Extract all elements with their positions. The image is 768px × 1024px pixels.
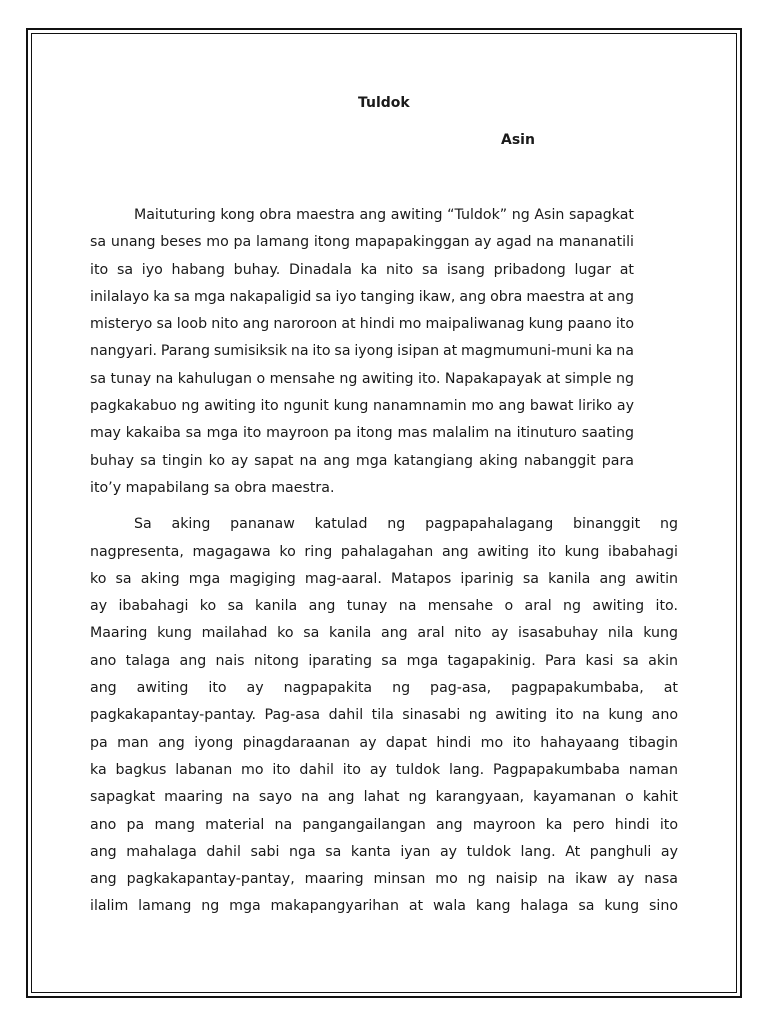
text-line: may kakaiba sa mga ito mayroon pa itong mas malalim na itinuturo saating [90,425,634,442]
text-line: ito sa iyo habang buhay. Dinadala ka nito sa isang pribadong lugar at [90,261,634,278]
text-line: sapagkat maaring na sayo na ang lahat ng karangyaan, kayamanan o kahit [90,789,678,806]
text-line: pagkakabuo ng awiting ito ngunit kung nanamnamin mo ang bawat liriko ay [90,398,634,415]
text-line: Maituturing kong obra maestra ang awiting “Tuldok” ng Asin sapagkat [134,207,634,223]
text-line: pagkakapantay-pantay. Pag-asa dahil tila sinasabi ng awiting ito na kung ano [90,707,678,724]
text-line: ang pagkakapantay-pantay, maaring minsan mo ng naisip na ikaw ay nasa [90,871,678,888]
text-line: ang awiting ito ay nagpapakita ng pag-asa, pagpapakumbaba, at [90,680,678,697]
text-line: nagpresenta, magagawa ko ring pahalagahan ang awiting ito kung ibabahagi [90,543,678,560]
text-line: ano pa mang material na pangangailangan ang mayroon ka pero hindi ito [90,816,678,833]
text-line: ano talaga ang nais nitong iparating sa mga tagapakinig. Para kasi sa akin [90,652,678,669]
text-line: buhay sa tingin ko ay sapat na ang mga katangiang aking nabanggit para [90,452,634,469]
text-line: Maaring kung mailahad ko sa kanila ang aral nito ay isasabuhay nila kung [90,625,678,642]
text-line: nangyari. Parang sumisiksik na ito sa iyong isipan at magmumuni-muni ka na [90,343,634,360]
text-line: ang mahalaga dahil sabi nga sa kanta iyan ay tuldok lang. At panghuli ay [90,843,678,860]
text-line: ka bagkus labanan mo ito dahil ito ay tuldok lang. Pagpapakumbaba naman [90,761,678,778]
text-line: pa man ang iyong pinagdaraanan ay dapat hindi mo ito hahayaang tibagin [90,734,678,751]
text-line: inilalayo ka sa mga nakapaligid sa iyo tanging ikaw, ang obra maestra at ang [90,288,634,305]
text-line: misteryo sa loob nito ang naroroon at hindi mo maipaliwanag kung paano ito [90,316,634,333]
text-line: Sa aking pananaw katulad ng pagpapahalagang binanggit ng [134,516,678,533]
text-line: sa unang beses mo pa lamang itong mapapakinggan ay agad na mananatili [90,234,634,251]
text-line: ilalim lamang ng mga makapangyarihan at wala kang halaga sa kung sino [90,898,678,915]
paragraph-1 [90,202,678,502]
text-line: ito’y mapabilang sa obra maestra. [90,479,335,496]
text-line: ay ibabahagi ko sa kanila ang tunay na mensahe o aral ng awiting ito. [90,598,678,615]
text-line: sa tunay na kahulugan o mensahe ng awiting ito. Napakapayak at simple ng [90,370,634,387]
document-body [90,202,678,921]
text-line: ko sa aking mga magiging mag-aaral. Matapos iparinig sa kanila ang awitin [90,570,678,587]
document-title: Tuldok [358,95,410,111]
paragraph-2 [90,511,678,920]
document-author: Asin [501,132,535,148]
